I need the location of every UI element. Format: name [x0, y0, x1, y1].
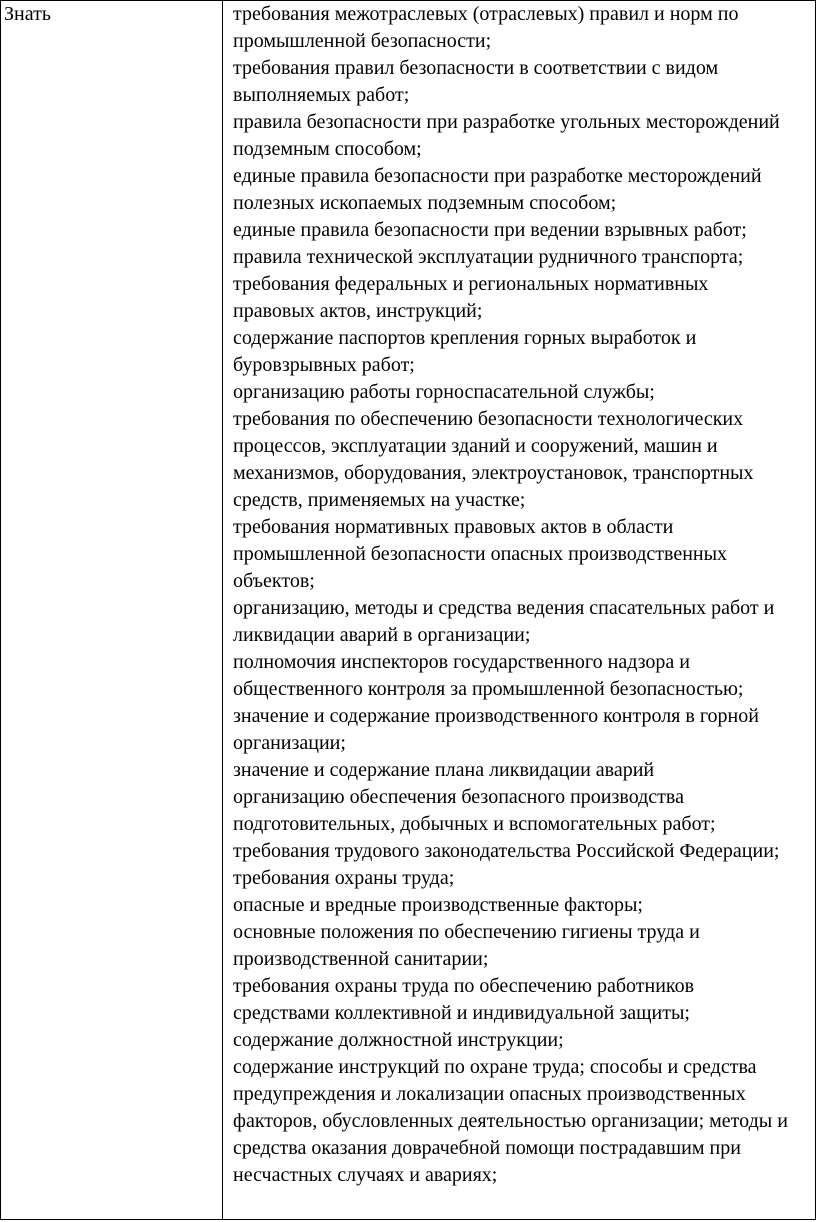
requirement-line: промышленной безопасности; [233, 30, 492, 52]
requirement-line: содержание должностной инструкции; [233, 1029, 564, 1051]
requirement-line: организацию обеспечения безопасного производства [233, 786, 684, 808]
row-label: Знать [4, 3, 51, 25]
requirement-line: средства оказания доврачебной помощи пострадавшим при [233, 1137, 741, 1159]
requirements-list [233, 1, 811, 1189]
requirement-line: средствами коллективной и индивидуальной защиты; [233, 1002, 690, 1024]
requirement-line: подземным способом; [233, 138, 422, 160]
requirement-line: факторов, обусловленных деятельностью организации; методы и [233, 1110, 788, 1132]
requirement-line: буровзрывных работ; [233, 354, 415, 376]
requirement-line: предупреждения и локализации опасных производственных [233, 1083, 746, 1105]
requirement-line: производственной санитарии; [233, 948, 489, 970]
requirement-line: единые правила безопасности при ведении взрывных работ; [233, 219, 747, 241]
requirement-line: значение и содержание производственного контроля в горной [233, 705, 759, 727]
requirement-line: организацию работы горноспасательной службы; [233, 381, 655, 403]
requirement-line: организацию, методы и средства ведения спасательных работ и [233, 597, 775, 619]
requirement-line: правила технической эксплуатации рудничного транспорта; [233, 246, 744, 268]
requirement-line: содержание инструкций по охране труда; способы и средства [233, 1056, 757, 1078]
requirement-line: промышленной безопасности опасных производственных [233, 543, 728, 565]
requirements-cell [223, 1, 816, 1220]
requirement-line: механизмов, оборудования, электроустановок, транспортных [233, 462, 754, 484]
requirement-line: требования межотраслевых (отраслевых) правил и норм по [233, 3, 739, 25]
requirement-line: требования охраны труда по обеспечению работников [233, 975, 695, 997]
requirement-line: несчастных случаях и авариях; [233, 1164, 498, 1186]
requirement-line: объектов; [233, 570, 315, 592]
requirement-line: основные положения по обеспечению гигиены труда и [233, 921, 700, 943]
table-row [1, 1, 816, 1220]
requirement-line: значение и содержание плана ликвидации аварий [233, 759, 655, 781]
requirement-line: содержание паспортов крепления горных выработок и [233, 327, 697, 349]
requirement-line: опасные и вредные производственные факторы; [233, 894, 643, 916]
requirement-line: требования правил безопасности в соответствии с видом [233, 57, 719, 79]
requirement-line: подготовительных, добычных и вспомогательных работ; [233, 813, 716, 835]
requirement-line: правовых актов, инструкций; [233, 300, 483, 322]
requirement-line: требования по обеспечению безопасности технологических [233, 408, 744, 430]
requirement-line: процессов, эксплуатации зданий и сооружений, машин и [233, 435, 718, 457]
requirement-line: выполняемых работ; [233, 84, 410, 106]
row-label-cell [1, 1, 223, 1220]
requirement-line: полезных ископаемых подземным способом; [233, 192, 617, 214]
requirement-line: требования трудового законодательства Российской Федерации; [233, 840, 780, 862]
requirement-line: требования охраны труда; [233, 867, 455, 889]
requirement-line: требования нормативных правовых актов в области [233, 516, 674, 538]
requirement-line: правила безопасности при разработке угольных месторождений [233, 111, 780, 133]
requirement-line: единые правила безопасности при разработке месторождений [233, 165, 762, 187]
requirement-line: полномочия инспекторов государственного надзора и [233, 651, 690, 673]
requirement-line: организации; [233, 732, 346, 754]
requirement-line: требования федеральных и региональных нормативных [233, 273, 709, 295]
requirement-line: средств, применяемых на участке; [233, 489, 526, 511]
requirement-line: общественного контроля за промышленной безопасностью; [233, 678, 744, 700]
requirement-line: ликвидации аварий в организации; [233, 624, 531, 646]
